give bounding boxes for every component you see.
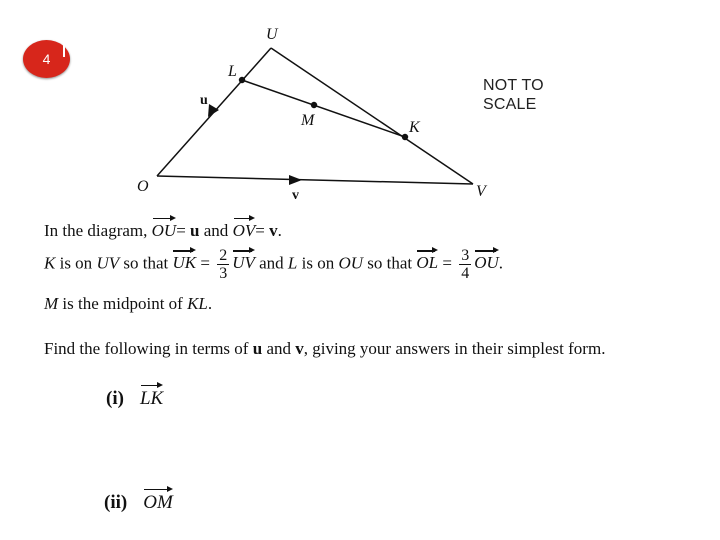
equals-sign: = (438, 253, 457, 273)
equals-sign: = (255, 221, 270, 240)
definition-line-1 (44, 221, 282, 241)
slide-number: 4 (42, 51, 51, 67)
fraction-numerator: 2 (219, 247, 228, 264)
fraction-two-thirds (217, 247, 229, 282)
text-is-on: is on (55, 253, 97, 273)
fraction-three-quarters (459, 247, 471, 282)
text-in-the-diagram: In the diagram, (44, 221, 152, 240)
segment-ov (157, 176, 473, 184)
text-is-on: is on (297, 253, 339, 273)
instruction-line (44, 339, 605, 359)
vector-uk: UK (172, 253, 197, 273)
label-u-point: U (266, 26, 278, 43)
equals-sign: = (176, 221, 191, 240)
bold-v: v (295, 339, 304, 358)
vector-ou-2: OU (474, 253, 499, 273)
not-to-scale-note (483, 76, 544, 114)
text-find: Find the following in terms of (44, 339, 253, 358)
point-l-text: L (287, 253, 298, 273)
note-line-2: SCALE (483, 96, 537, 113)
point-m (311, 102, 317, 108)
label-m-point: M (301, 112, 315, 129)
label-l-point: L (228, 63, 237, 80)
vector-ou: OU (151, 221, 177, 240)
fraction-numerator: 3 (461, 247, 470, 264)
text-and: and (262, 339, 296, 358)
label-v-vector: v (292, 188, 299, 203)
label-k-point: K (409, 119, 420, 136)
point-k (402, 134, 408, 140)
fraction-denominator: 3 (219, 265, 228, 282)
period: . (498, 253, 504, 273)
part-label: (ii) (104, 492, 128, 513)
label-v-point: V (476, 183, 486, 200)
period: . (207, 294, 213, 313)
text-midpoint-of: is the midpoint of (58, 294, 188, 313)
period: . (277, 221, 282, 240)
point-m-text: M (44, 294, 59, 313)
label-u-vector: u (200, 93, 208, 108)
segment-lk (242, 80, 405, 137)
bold-v: v (269, 221, 278, 240)
segment-ou-text: OU (338, 253, 364, 273)
segment-uv-text: UV (96, 253, 120, 273)
text-and: and (199, 221, 233, 240)
bold-u: u (252, 339, 263, 358)
label-o-point: O (137, 178, 149, 195)
text-and: and (254, 253, 288, 273)
point-k-text: K (44, 253, 56, 273)
vector-om: OM (143, 492, 173, 513)
vector-uv: UV (232, 253, 255, 273)
text-so-that: so that (363, 253, 417, 273)
note-line-1: NOT TO (483, 77, 544, 94)
arrow-v (289, 175, 302, 185)
question-part-i (106, 388, 163, 410)
part-label: (i) (106, 388, 124, 409)
vector-diagram (0, 0, 720, 220)
equals-sign: = (196, 253, 215, 273)
arrow-u (208, 104, 219, 117)
definition-line-3 (44, 294, 212, 314)
text-so-that: so that (119, 253, 173, 273)
question-part-ii (104, 492, 173, 514)
bold-u: u (190, 221, 200, 240)
segment-kl-text: KL (187, 294, 208, 313)
point-l (239, 77, 245, 83)
definition-line-2 (44, 247, 503, 282)
vector-lk: LK (139, 388, 164, 409)
vector-ov: OV (232, 221, 256, 240)
text-simplest-form: , giving your answers in their simplest form. (303, 339, 606, 358)
fraction-denominator: 4 (461, 265, 470, 282)
vector-ol: OL (416, 253, 439, 273)
